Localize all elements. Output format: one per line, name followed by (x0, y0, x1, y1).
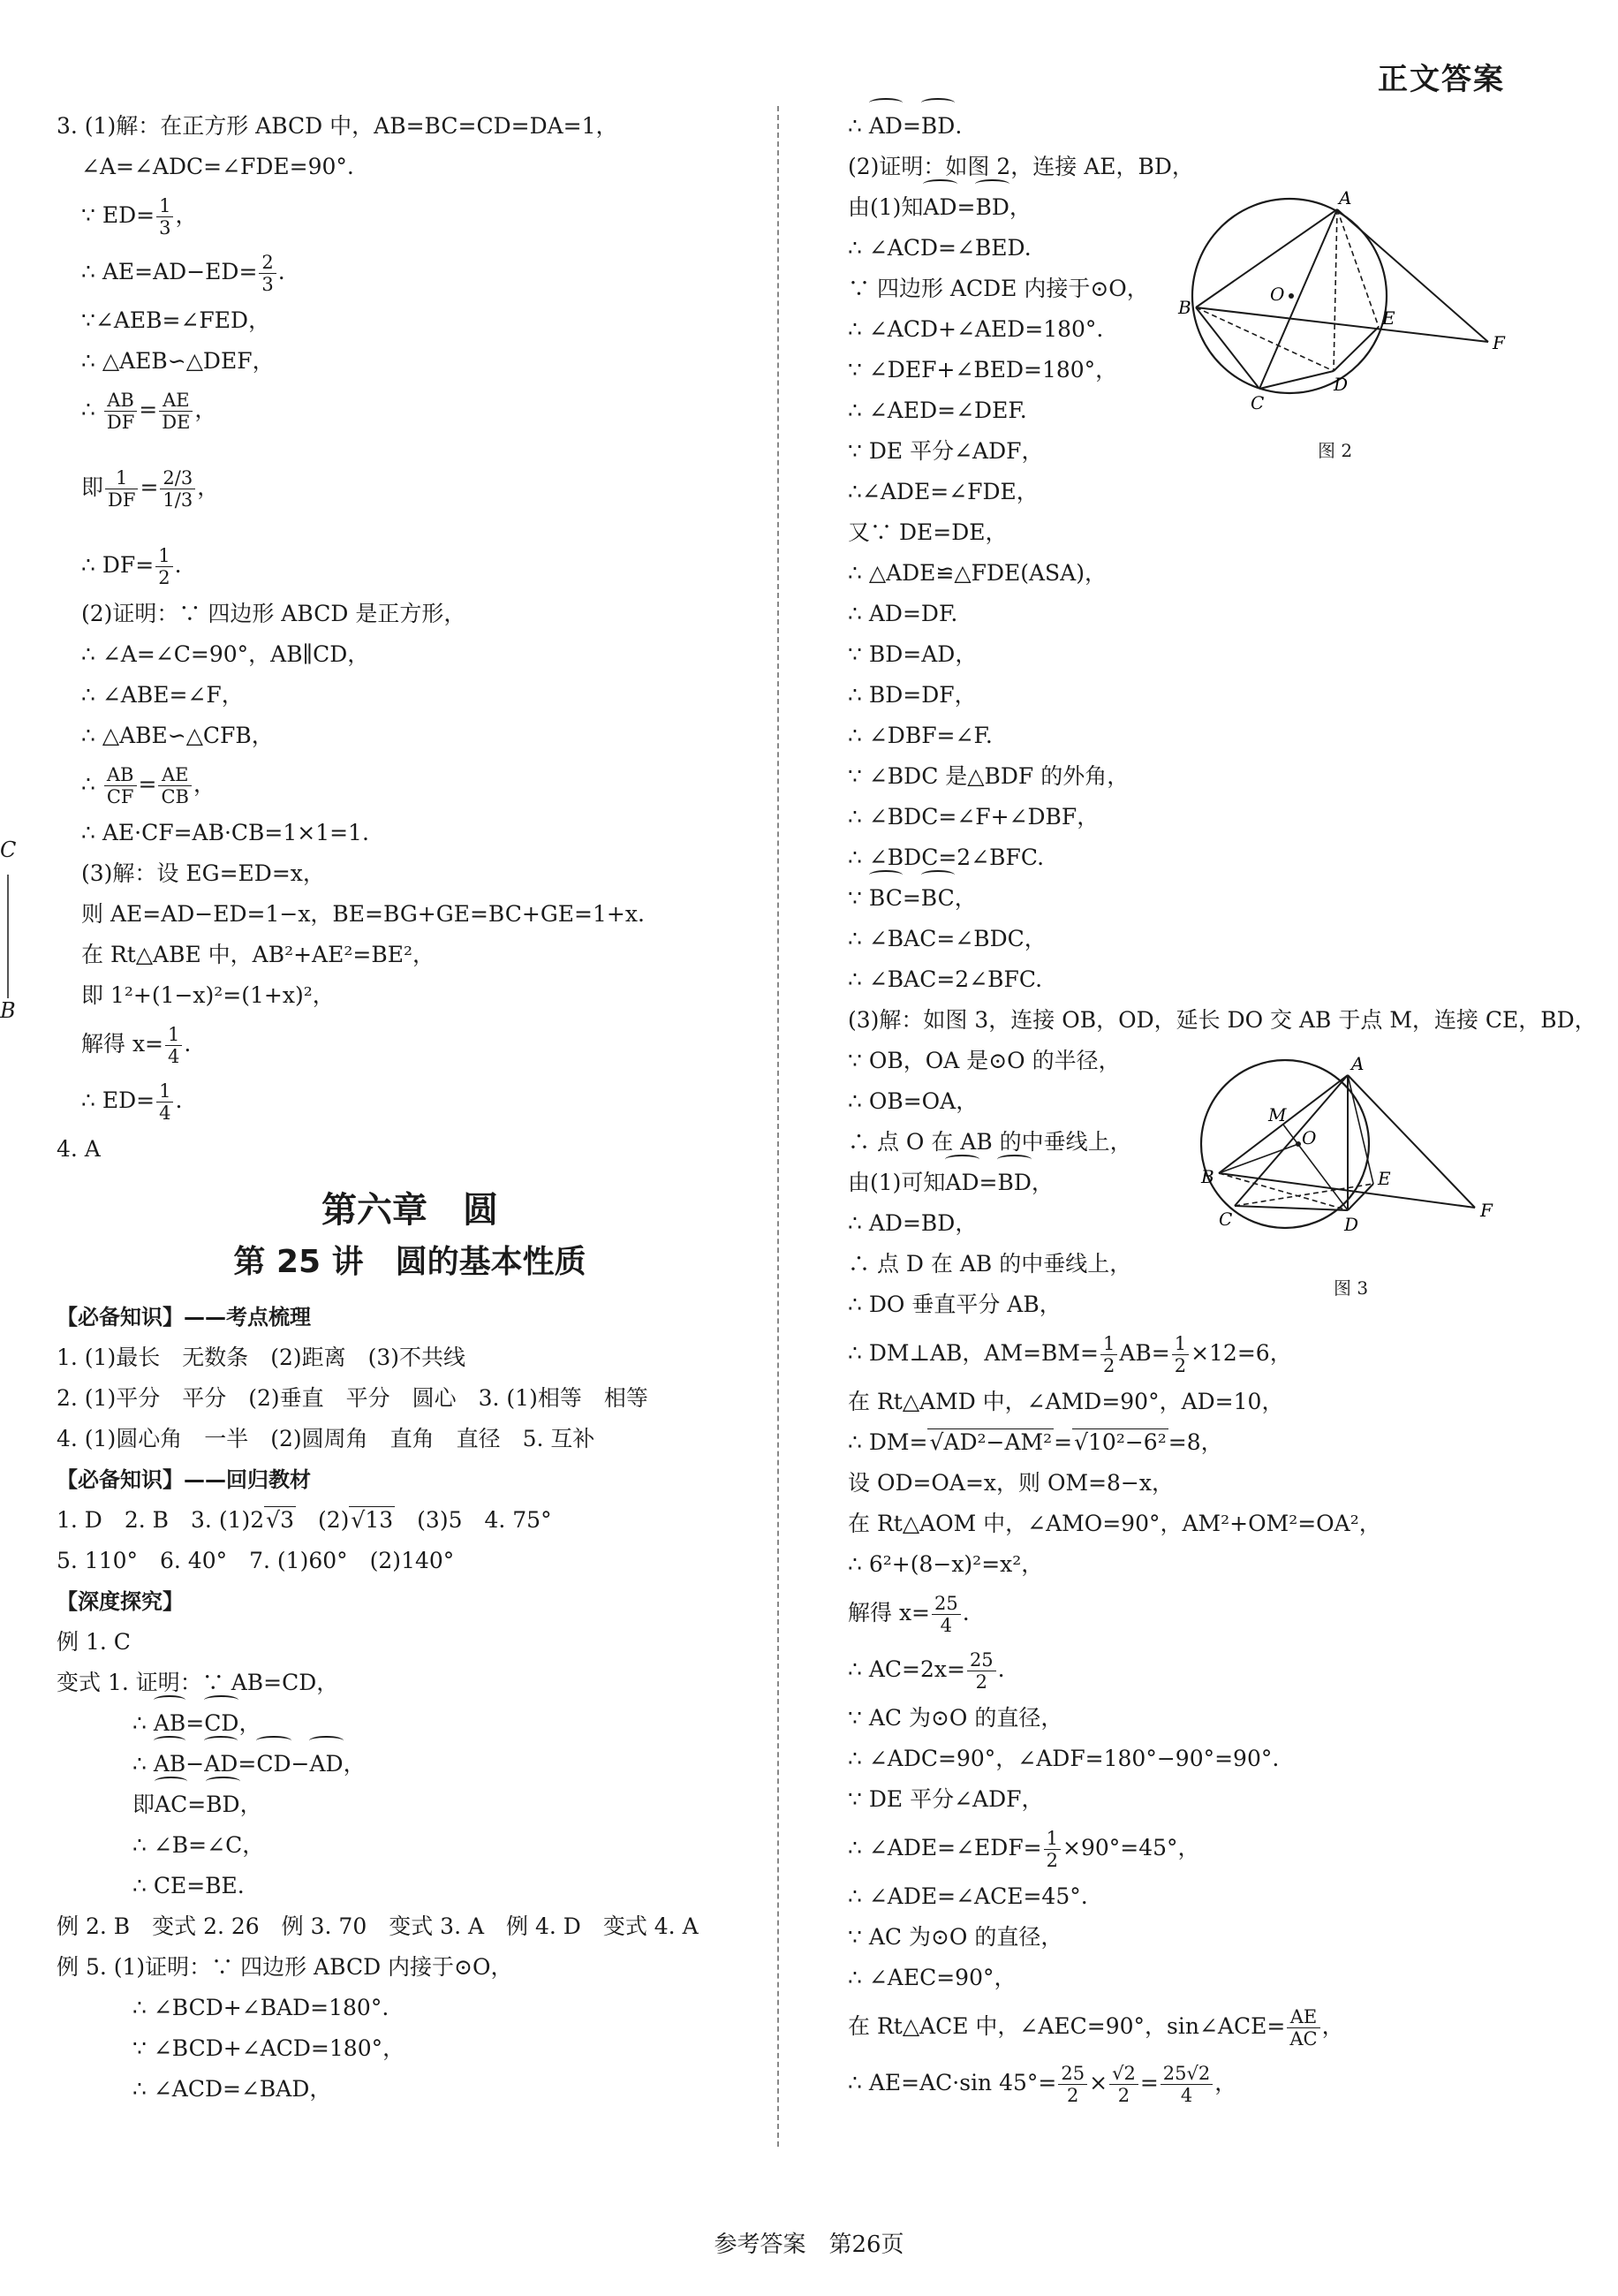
label-d: D (1344, 1214, 1359, 1235)
key-points-line-2: 2. (1)平分 平分 (2)垂直 平分 圆心 3. (1)相等 相等 (57, 1385, 648, 1411)
q3-part3-line-6: ∴ ED= $\frac{1}{4}$ . (81, 1080, 183, 1124)
fraction: $\frac{2}{3}$ (259, 252, 276, 295)
q3-part2-line-4: ∴ △ABE∽△CFB， (81, 723, 274, 748)
right-line-37: 解得 x= $\frac{25}{4}$ . (848, 1593, 970, 1636)
right-line-32: 在 Rt△AMD 中，∠AMD=90°，AD=10， (848, 1389, 1284, 1414)
arc: AB (154, 1703, 185, 1744)
segment-bo (1219, 1144, 1298, 1173)
circle-o (1201, 1060, 1369, 1228)
right-line-11: 又∵ DE=DE， (848, 519, 1008, 545)
right-line-9: ∵ DE 平分∠ADF， (848, 438, 1044, 464)
textbook-line-1: 1. D 2. B 3. (1)2√3 (2)√13 (3)5 4. 75° (57, 1507, 552, 1533)
q3-line-4: ∴ AE=AD−ED= $\frac{2}{3}$ . (81, 252, 285, 295)
label-e: E (1382, 307, 1395, 329)
right-line-26: ∴ 点 O 在 AB 的中垂线上， (848, 1129, 1132, 1155)
fraction: $\frac{25}{4}$ (932, 1593, 961, 1636)
key-points-line-3: 4. (1)圆心角 一半 (2)圆周角 直角 直径 5. 互补 (57, 1426, 595, 1451)
center-point (1296, 1141, 1301, 1147)
q3-part3-line-1: (3)解：设 EG=ED=x， (81, 860, 325, 886)
label-b: B (1178, 297, 1191, 318)
right-line-13: ∴ AD=DF. (848, 601, 958, 626)
section-title-key-points: 【必备知识】——考点梳理 (57, 1305, 311, 1330)
right-line-33: ∴ DM=√AD²−AM²=√10²−6²=8， (848, 1429, 1223, 1455)
right-line-2: (2)证明：如图 2，连接 AE，BD， (848, 154, 1194, 179)
right-line-17: ∵ ∠BDC 是△BDF 的外角， (848, 763, 1130, 789)
fraction: $\frac{√2}{2}$ (1109, 2063, 1138, 2106)
column-divider (777, 106, 779, 2147)
compound-fraction: $\frac{2/3}{1/3}$ (160, 467, 195, 511)
key-points-line-1: 1. (1)最长 无数条 (2)距离 (3)不共线 (57, 1345, 466, 1370)
right-line-5: ∵ 四边形 ACDE 内接于⊙O， (848, 276, 1149, 301)
arc: AD (204, 1744, 238, 1785)
label-a: A (1339, 190, 1352, 208)
label-d: D (1334, 374, 1349, 395)
section-title-deep-dive: 【深度探究】 (57, 1589, 184, 1614)
segment-ae (1348, 1075, 1373, 1184)
right-line-24: ∵ OB，OA 是⊙O 的半径， (848, 1048, 1121, 1073)
example-5-line-4: ∴ ∠ACD=∠BAD， (132, 2076, 332, 2102)
fraction: $\frac{AB}{CF}$ (104, 764, 137, 807)
q3-line-9: ∴ DF= $\frac{1}{2}$ . (81, 545, 182, 588)
q3-part3-line-3: 在 Rt△ABE 中，AB²+AE²=BE²， (81, 942, 435, 967)
fraction: $\frac{AE}{AC}$ (1287, 2006, 1319, 2050)
right-line-18: ∴ ∠BDC=∠F+∠DBF， (848, 804, 1100, 830)
example-5-line-1: 例 5. (1)证明：∵ 四边形 ABCD 内接于⊙O， (57, 1954, 513, 1980)
arc: AD (945, 1163, 979, 1203)
right-line-1: ∴ AD=BD. (848, 106, 1590, 147)
sqrt: √AD²−AM² (929, 1429, 1053, 1455)
right-line-44: ∵ AC 为⊙O 的直径， (848, 1924, 1063, 1950)
right-line-41: ∵ DE 平分∠ADF， (848, 1786, 1044, 1812)
chapter-title: 第六章 圆 (321, 1190, 498, 1231)
arc: AC (155, 1785, 187, 1825)
segment-ad (1334, 209, 1337, 371)
right-line-36: ∴ 6²+(8−x)²=x²， (848, 1551, 1044, 1577)
segment-cd (1259, 371, 1334, 389)
left-column (57, 106, 763, 2110)
q3-line-7: ∴ $\frac{AB}{DF}$ = $\frac{AE}{DE}$ ， (81, 390, 217, 433)
q3-part2-line-1: (2)证明：∵ 四边形 ABCD 是正方形， (81, 601, 466, 626)
arc: CD (256, 1744, 291, 1785)
segment-af (1337, 209, 1488, 342)
sqrt: √13 (351, 1507, 394, 1533)
fraction: $\frac{25}{2}$ (1058, 2063, 1087, 2106)
right-line-42: ∴ ∠ADE=∠EDF= $\frac{1}{2}$ ×90°=45°， (848, 1828, 1200, 1871)
right-line-20: ∵ BC=BC， (848, 878, 1590, 919)
right-line-34: 设 OD=OA=x，则 OM=8−x， (848, 1470, 1174, 1496)
fraction: $\frac{AE}{CB}$ (158, 764, 192, 807)
label-f: F (1480, 1200, 1493, 1221)
fraction: $\frac{25√2}{4}$ (1161, 2063, 1213, 2106)
q3-line-2: ∠A=∠ADC=∠FDE=90°. (81, 154, 354, 179)
sqrt: √10²−6² (1074, 1429, 1167, 1455)
arc: BD (997, 1163, 1031, 1203)
arc: BD (975, 187, 1009, 228)
arc: BC (921, 878, 955, 919)
variant-1-line-3: ∴ AB−AD=CD−AD， (57, 1744, 763, 1785)
right-line-14: ∵ BD=AD， (848, 641, 978, 667)
q3-line-6: ∴ △AEB∽△DEF， (81, 348, 275, 374)
arc: AB (154, 1744, 185, 1785)
fraction: $\frac{1}{2}$ (1100, 1333, 1117, 1376)
examples-line: 例 2. B 变式 2. 26 例 3. 70 变式 3. A 例 4. D 变式 4. A (57, 1913, 699, 1939)
label-m: M (1268, 1104, 1287, 1125)
right-line-43: ∴ ∠ADE=∠ACE=45°. (848, 1883, 1088, 1909)
right-line-29: ∴ 点 D 在 AB 的中垂线上， (848, 1251, 1132, 1277)
margin-mark-bottom: B (0, 998, 16, 1023)
label-c: C (1219, 1209, 1233, 1230)
q3-part2-line-2: ∴ ∠A=∠C=90°，AB∥CD， (81, 641, 370, 667)
label-c: C (1251, 392, 1265, 413)
q3-part3-line-5: 解得 x= $\frac{1}{4}$ . (81, 1024, 192, 1067)
variant-1-line-2: ∴ AB=CD， (57, 1703, 763, 1744)
variant-1-line-4: 即AC=BD， (57, 1785, 763, 1825)
right-line-3: 由(1)知AD=BD， (848, 187, 1590, 228)
fraction: $\frac{1}{2}$ (1044, 1828, 1061, 1871)
segment-bf (1196, 307, 1488, 342)
q4-answer: 4. A (57, 1136, 101, 1162)
arc: AD (309, 1744, 343, 1785)
right-line-25: ∴ OB=OA， (848, 1088, 979, 1114)
example-1: 例 1. C (57, 1629, 131, 1655)
example-5-line-3: ∵ ∠BCD+∠ACD=180°， (132, 2035, 405, 2061)
segment-cd (1235, 1206, 1348, 1210)
right-line-39: ∵ AC 为⊙O 的直径， (848, 1705, 1063, 1731)
right-line-28: ∴ AD=BD， (848, 1210, 978, 1236)
figure-2-caption: 图 2 (1318, 440, 1353, 461)
q3-part3-line-2: 则 AE=AD−ED=1−x，BE=BG+GE=BC+GE=1+x. (81, 901, 645, 927)
fraction: $\frac{1}{4}$ (156, 1080, 173, 1124)
right-line-27: 由(1)可知AD=BD， (848, 1163, 1590, 1203)
fraction: $\frac{1}{DF}$ (105, 467, 138, 511)
right-line-31: ∴ DM⊥AB，AM=BM= $\frac{1}{2}$ AB= $\frac{1}{2}$ ×12=6， (848, 1333, 1292, 1376)
segment-bc (1196, 307, 1259, 389)
right-line-45: ∴ ∠AEC=90°， (848, 1965, 1017, 1990)
variant-1-line-5: ∴ ∠B=∠C， (132, 1832, 265, 1858)
q3-line-8: 即 $\frac{1}{DF}$ = $\frac{2/3}{1/3}$ ， (81, 467, 220, 511)
example-5-line-2: ∴ ∠BCD+∠BAD=180°. (132, 1995, 389, 2020)
right-line-4: ∴ ∠ACD=∠BED. (848, 235, 1032, 261)
margin-mark-top: C (0, 837, 17, 862)
right-line-8: ∴ ∠AED=∠DEF. (848, 398, 1027, 423)
right-line-21: ∴ ∠BAC=∠BDC， (848, 926, 1047, 951)
q3-line-5: ∵∠AEB=∠FED， (81, 307, 271, 333)
arc: AD (869, 106, 903, 147)
right-line-6: ∴ ∠ACD+∠AED=180°. (848, 316, 1104, 342)
right-line-19: ∴ ∠BDC=2∠BFC. (848, 845, 1045, 870)
fraction: $\frac{25}{2}$ (967, 1649, 996, 1693)
q3-part3-line-4: 即 1²+(1−x)²=(1+x)²， (81, 982, 335, 1008)
arc: CD (204, 1703, 238, 1744)
fraction: $\frac{1}{2}$ (1172, 1333, 1189, 1376)
label-o: O (1302, 1127, 1317, 1148)
right-line-12: ∴ △ADE≌△FDE(ASA)， (848, 560, 1107, 586)
label-o: O (1270, 284, 1285, 305)
right-line-16: ∴ ∠DBF=∠F. (848, 723, 993, 748)
fraction: $\frac{1}{2}$ (155, 545, 172, 588)
page-section-tag: 正文答案 (1378, 62, 1505, 97)
fraction: $\frac{1}{3}$ (156, 195, 173, 239)
q3-line-1: 3. (1)解：在正方形 ABCD 中，AB=BC=CD=DA=1， (57, 113, 618, 139)
q3-line-3: ∵ ED= $\frac{1}{3}$ ， (81, 195, 198, 239)
figure-3-caption: 图 3 (1334, 1277, 1369, 1299)
right-line-35: 在 Rt△AOM 中，∠AMO=90°，AM²+OM²=OA²， (848, 1511, 1381, 1536)
arc: BD (206, 1785, 239, 1825)
right-line-7: ∵ ∠DEF+∠BED=180°， (848, 357, 1118, 383)
right-line-40: ∴ ∠ADC=90°，∠ADF=180°−90°=90°. (848, 1746, 1280, 1771)
segment-ac (1235, 1075, 1348, 1206)
lecture-title: 第 25 讲 圆的基本性质 (233, 1244, 586, 1280)
fraction: $\frac{AE}{DE}$ (159, 390, 193, 433)
figure-2-diagram (1175, 190, 1510, 420)
fraction: $\frac{AB}{DF}$ (104, 390, 137, 433)
textbook-line-2: 5. 110° 6. 40° 7. (1)60° (2)140° (57, 1548, 455, 1573)
arc: BC (869, 878, 903, 919)
right-line-15: ∴ BD=DF， (848, 682, 977, 708)
arc: BD (921, 106, 955, 147)
center-point (1289, 293, 1294, 299)
sqrt: √3 (266, 1507, 294, 1533)
q3-part2-line-5: ∴ $\frac{AB}{CF}$ = $\frac{AE}{CB}$ ， (81, 764, 215, 807)
q3-part2-line-6: ∴ AE·CF=AB·CB=1×1=1. (81, 820, 369, 845)
label-f: F (1493, 332, 1505, 353)
right-line-47: ∴ AE=AC·sin 45°= $\frac{25}{2}$ × $\frac{√2}{2}$ = $\frac{25√2}{4}$ ， (848, 2063, 1237, 2106)
label-b: B (1201, 1166, 1214, 1187)
right-line-22: ∴ ∠BAC=2∠BFC. (848, 966, 1043, 992)
segment-af (1348, 1075, 1475, 1208)
q3-part2-line-3: ∴ ∠ABE=∠F， (81, 682, 244, 708)
variant-1-line-1: 变式 1. 证明：∵ AB=CD， (57, 1670, 339, 1695)
label-e: E (1378, 1168, 1391, 1189)
page-footer: 参考答案 第26页 (714, 2232, 904, 2258)
right-line-30: ∴ DO 垂直平分 AB， (848, 1292, 1062, 1317)
fraction: $\frac{1}{4}$ (165, 1024, 182, 1067)
section-title-textbook: 【必备知识】——回归教材 (57, 1467, 311, 1492)
margin-line (7, 875, 9, 998)
right-line-10: ∴∠ADE=∠FDE， (848, 479, 1039, 504)
right-line-38: ∴ AC=2x= $\frac{25}{2}$ . (848, 1649, 1005, 1693)
label-a: A (1351, 1056, 1365, 1074)
figure-3-diagram (1192, 1056, 1510, 1246)
right-line-46: 在 Rt△ACE 中，∠AEC=90°，sin∠ACE= $\frac{AE}{AC}$ ， (848, 2006, 1344, 2050)
variant-1-line-6: ∴ CE=BE. (132, 1873, 245, 1898)
right-line-23: (3)解：如图 3，连接 OB，OD，延长 DO 交 AB 于点 M，连接 CE，BD， (848, 1007, 1597, 1033)
arc: AD (923, 187, 956, 228)
